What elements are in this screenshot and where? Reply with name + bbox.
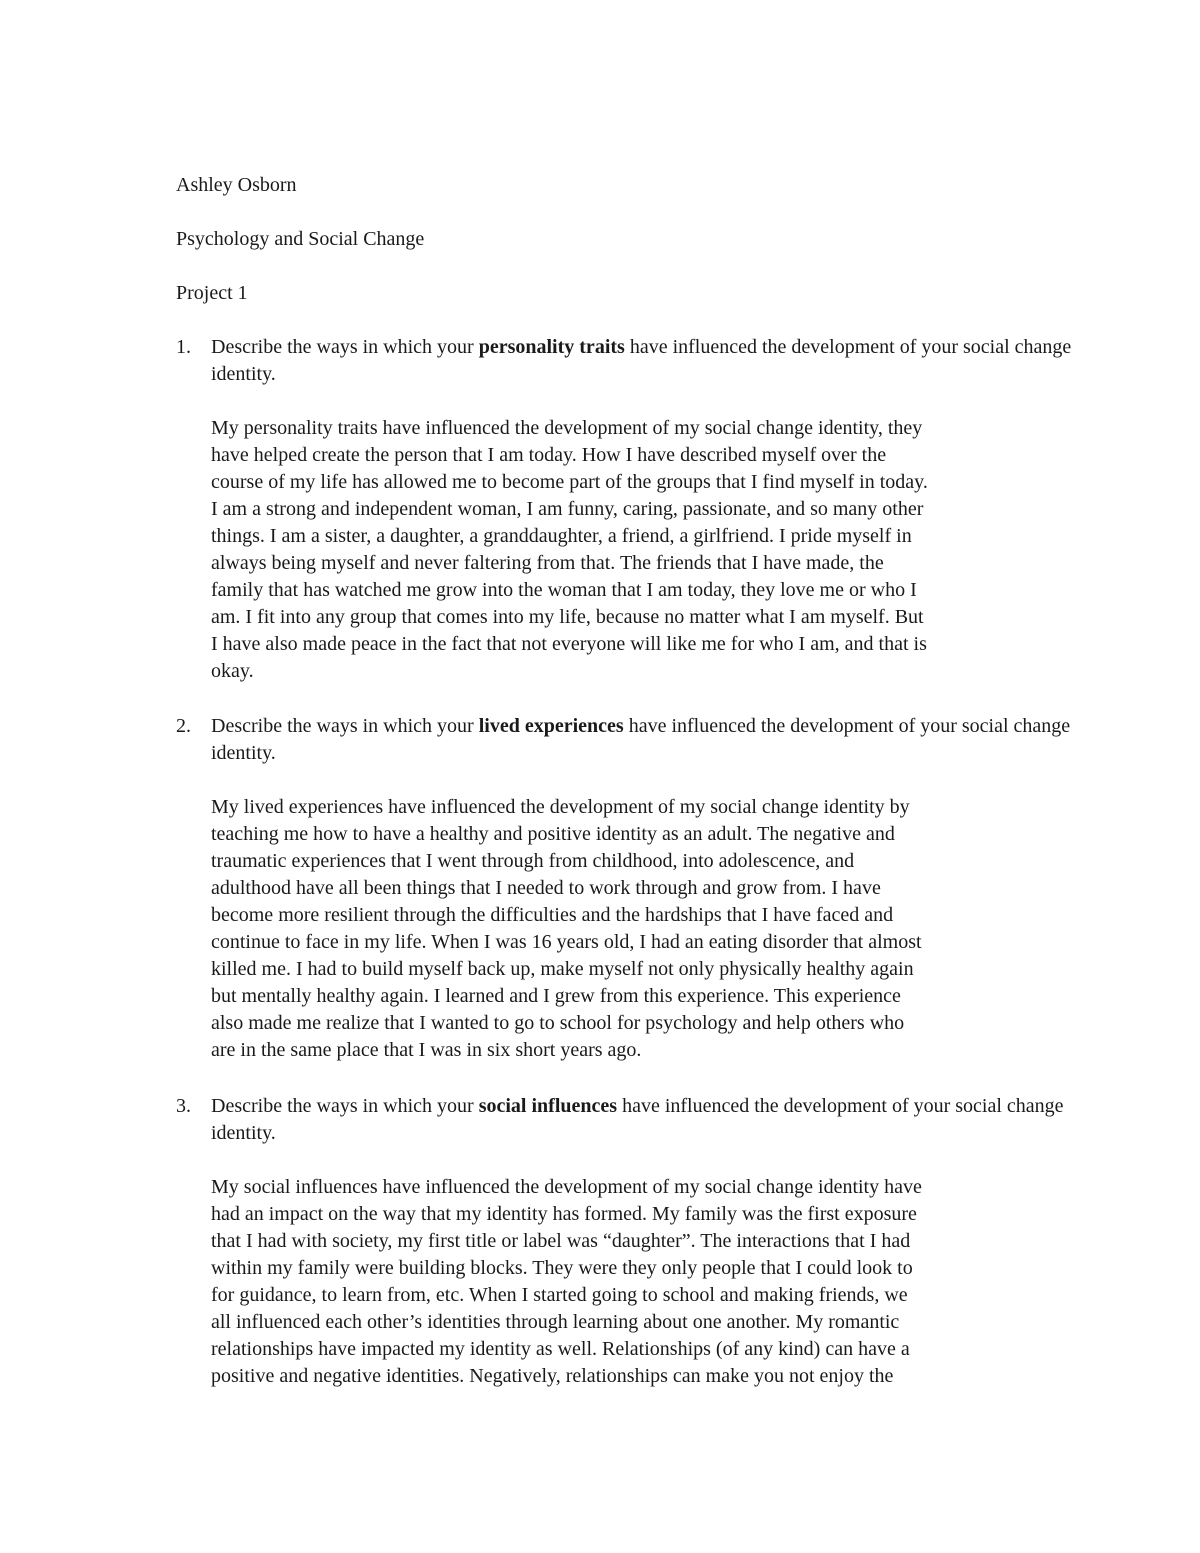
question-emphasis: personality traits xyxy=(478,336,625,358)
answer-line: always being myself and never faltering from that. The friends that I have made, the xyxy=(211,552,884,574)
question-prompt xyxy=(211,1093,1076,1147)
answer-paragraph xyxy=(211,794,1076,1064)
answer-line: My lived experiences have influenced the development of my social change identity by xyxy=(211,796,910,818)
question-number: 3. xyxy=(176,1095,191,1117)
question-prefix: Describe the ways in which your xyxy=(211,336,479,358)
course-title: Psychology and Social Change xyxy=(176,228,425,250)
question-suffix: have influenced the development of your social change identity. xyxy=(211,336,1072,385)
answer-line: that I had with society, my first title or label was “daughter”. The interactions that I had xyxy=(211,1230,911,1252)
answer-line: had an impact on the way that my identity has formed. My family was the first exposure xyxy=(211,1203,917,1225)
question-prompt xyxy=(211,713,1076,767)
question-suffix: have influenced the development of your social change identity. xyxy=(211,715,1071,764)
answer-paragraph xyxy=(211,415,1076,685)
question-prompt xyxy=(211,334,1076,388)
answer-line: but mentally healthy again. I learned and I grew from this experience. This experience xyxy=(211,985,901,1007)
question-suffix: have influenced the development of your social change identity. xyxy=(211,1095,1064,1144)
question-item-3 xyxy=(176,1093,1076,1390)
question-item-1 xyxy=(176,334,1076,685)
answer-paragraph xyxy=(211,1174,1076,1390)
question-emphasis: lived experiences xyxy=(478,715,624,737)
answer-line: My social influences have influenced the development of my social change identity have xyxy=(211,1176,922,1198)
question-emphasis: social influences xyxy=(478,1095,618,1117)
question-item-2 xyxy=(176,713,1076,1064)
answer-line: I have also made peace in the fact that not everyone will like me for who I am, and that is xyxy=(211,633,927,655)
answer-line: am. I fit into any group that comes into my life, because no matter what I am myself. But xyxy=(211,606,924,628)
answer-line: have helped create the person that I am today. How I have described myself over the xyxy=(211,444,887,466)
answer-line: within my family were building blocks. They were they only people that I could look to xyxy=(211,1257,913,1279)
question-prefix: Describe the ways in which your xyxy=(211,715,479,737)
assignment-title: Project 1 xyxy=(176,282,248,304)
answer-line: killed me. I had to build myself back up, make myself not only physically healthy again xyxy=(211,958,914,980)
answer-line: become more resilient through the difficulties and the hardships that I have faced and xyxy=(211,904,894,926)
question-prefix: Describe the ways in which your xyxy=(211,1095,479,1117)
question-number: 1. xyxy=(176,336,191,358)
answer-line: adulthood have all been things that I needed to work through and grow from. I have xyxy=(211,877,881,899)
answer-line: traumatic experiences that I went through from childhood, into adolescence, and xyxy=(211,850,855,872)
answer-line: continue to face in my life. When I was 16 years old, I had an eating disorder that almost xyxy=(211,931,922,953)
answer-line: My personality traits have influenced the development of my social change identity, they xyxy=(211,417,923,439)
answer-line: things. I am a sister, a daughter, a granddaughter, a friend, a girlfriend. I pride myself in xyxy=(211,525,912,547)
answer-line: family that has watched me grow into the woman that I am today, they love me or who I xyxy=(211,579,917,601)
answer-line: positive and negative identities. Negatively, relationships can make you not enjoy the xyxy=(211,1365,894,1387)
answer-line: relationships have impacted my identity as well. Relationships (of any kind) can have a xyxy=(211,1338,910,1360)
answer-line: teaching me how to have a healthy and positive identity as an adult. The negative and xyxy=(211,823,895,845)
answer-line: all influenced each other’s identities through learning about one another. My romantic xyxy=(211,1311,900,1333)
answer-line: I am a strong and independent woman, I am funny, caring, passionate, and so many other xyxy=(211,498,924,520)
answer-line: for guidance, to learn from, etc. When I started going to school and making friends, we xyxy=(211,1284,908,1306)
answer-line: okay. xyxy=(211,660,254,682)
answer-line: also made me realize that I wanted to go to school for psychology and help others who xyxy=(211,1012,905,1034)
answer-line: course of my life has allowed me to become part of the groups that I find myself in today. xyxy=(211,471,928,493)
author-name: Ashley Osborn xyxy=(176,174,297,196)
answer-line: are in the same place that I was in six short years ago. xyxy=(211,1039,642,1061)
question-number: 2. xyxy=(176,715,191,737)
